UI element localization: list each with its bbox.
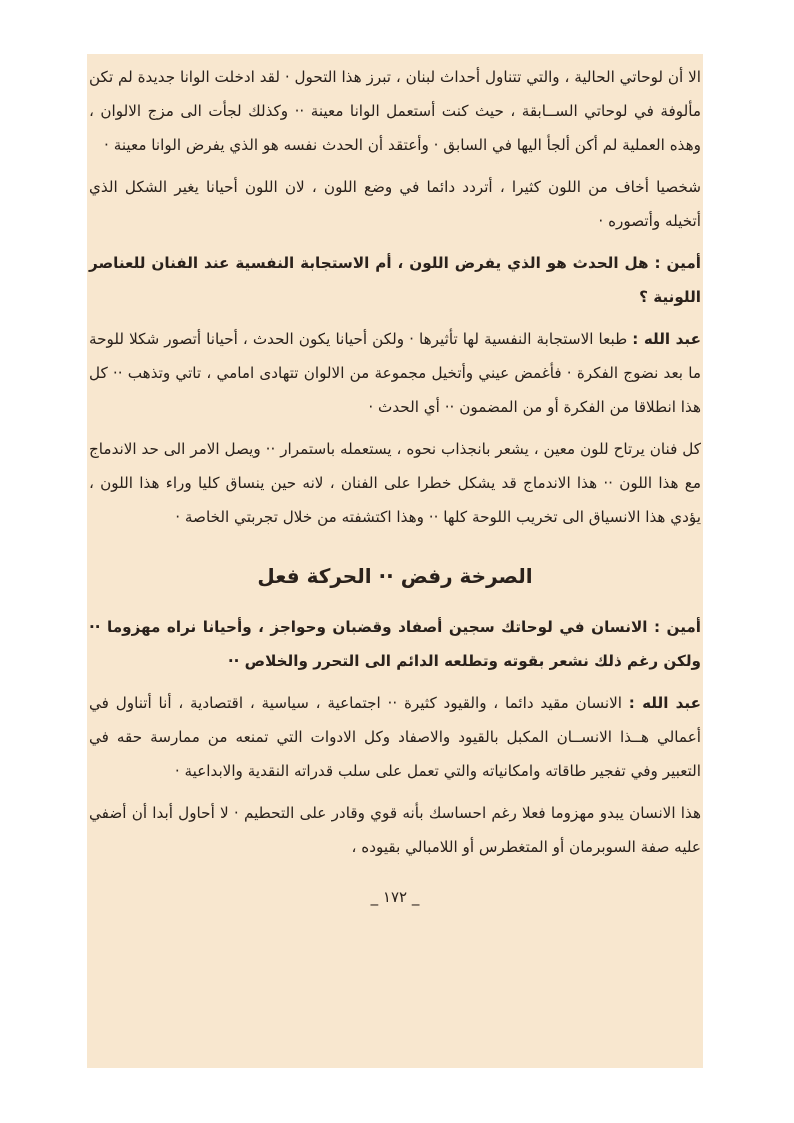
paragraph-text: هل الحدث هو الذي يفرض اللون ، أم الاستجابة النفسية عند الفنان للعناصر اللونية ؟	[89, 254, 701, 306]
question-paragraph-1	[89, 246, 701, 314]
section-heading: الصرخة رفض ·· الحركة فعل	[257, 564, 533, 588]
paragraph-text: شخصيا أخاف من اللون كثيرا ، أتردد دائما في وضع اللون ، لان اللون أحيانا يغير الشكل الذي أتخيله وأتصوره ·	[89, 178, 701, 230]
paragraph-text: طبعا الاستجابة النفسية لها تأثيرها · ولكن أحيانا يكون الحدث ، أحيانا أتصور شكلا للوحة ما بعد نضوج الفكرة · فأغمض عيني وأتخيل مجموعة من الالوان تتهادى امامي ، تاتي وتذهب ·· كل هذا انطلاقا من الفكرة أو من المضمون ·· أي الحدث ·	[89, 330, 701, 416]
paragraph-text: الانسان مقيد دائما ، والقيود كثيرة ·· اجتماعية ، سياسية ، اقتصادية ، أنا أتناول في أعمالي هــذا الانســان المكبل بالقيود والاصفاد وكل الادوات التي تمنعه من ممارسة حقه في التعبير وفي تفجير طاقاته وامكانياته والتي تعمل على سلب قدراته النقدية والابداعية ·	[89, 694, 701, 780]
speaker-label: أمين :	[653, 618, 702, 636]
paragraph-1	[89, 60, 701, 162]
book-page	[87, 54, 703, 1068]
paragraph-text: الا أن لوحاتي الحالية ، والتي تتناول أحداث لبنان ، تبرز هذا التحول · لقد ادخلت الوانا جديدة لم تكن مألوفة في لوحاتي الســابقة ، حيث كنت أستعمل الوانا معينة ·· وكذلك لجأت الى مزج الالوان ، وهذه العملية لم أكن ألجأ اليها في السابق · وأعتقد أن الحدث نفسه هو الذي يفرض الوانا معينة ·	[89, 68, 701, 154]
page-number: _ ١٧٢ _	[370, 888, 420, 906]
speaker-label: أمين :	[654, 254, 701, 272]
paragraph-text: الانسان في لوحاتك سجين أصفاد وقضبان وحواجز ، وأحيانا نراه مهزوما ·· ولكن رغم ذلك نشعر بقوته وتطلعه الدائم الى التحرر والخلاص ··	[89, 618, 701, 670]
speaker-label: عبد الله :	[632, 330, 701, 348]
speaker-label: عبد الله :	[628, 694, 701, 712]
paragraph-text: هذا الانسان يبدو مهزوما فعلا رغم احساسك بأنه قوي وقادر على التحطيم · لا أحاول أبدا أن أضفي عليه صفة السوبرمان أو المتغطرس أو اللامبالي بقيوده ،	[89, 804, 701, 856]
paragraph-last	[89, 796, 701, 864]
paragraph-text: كل فنان يرتاح للون معين ، يشعر بانجذاب نحوه ، يستعمله باستمرار ·· ويصل الامر الى حد الاندماج مع هذا اللون ·· هذا الاندماج قد يشكل خطرا على الفنان ، لانه حين ينساق كليا وراء هذا اللون ، يؤدي هذا الانسياق الى تخريب اللوحة كلها ·· وهذا اكتشفته من خلال تجربتي الخاصة ·	[89, 440, 701, 526]
answer-paragraph-1	[89, 322, 701, 424]
paragraph-2	[89, 170, 701, 238]
question-paragraph-2	[89, 610, 701, 678]
paragraph-5	[89, 432, 701, 534]
answer-paragraph-2	[89, 686, 701, 788]
